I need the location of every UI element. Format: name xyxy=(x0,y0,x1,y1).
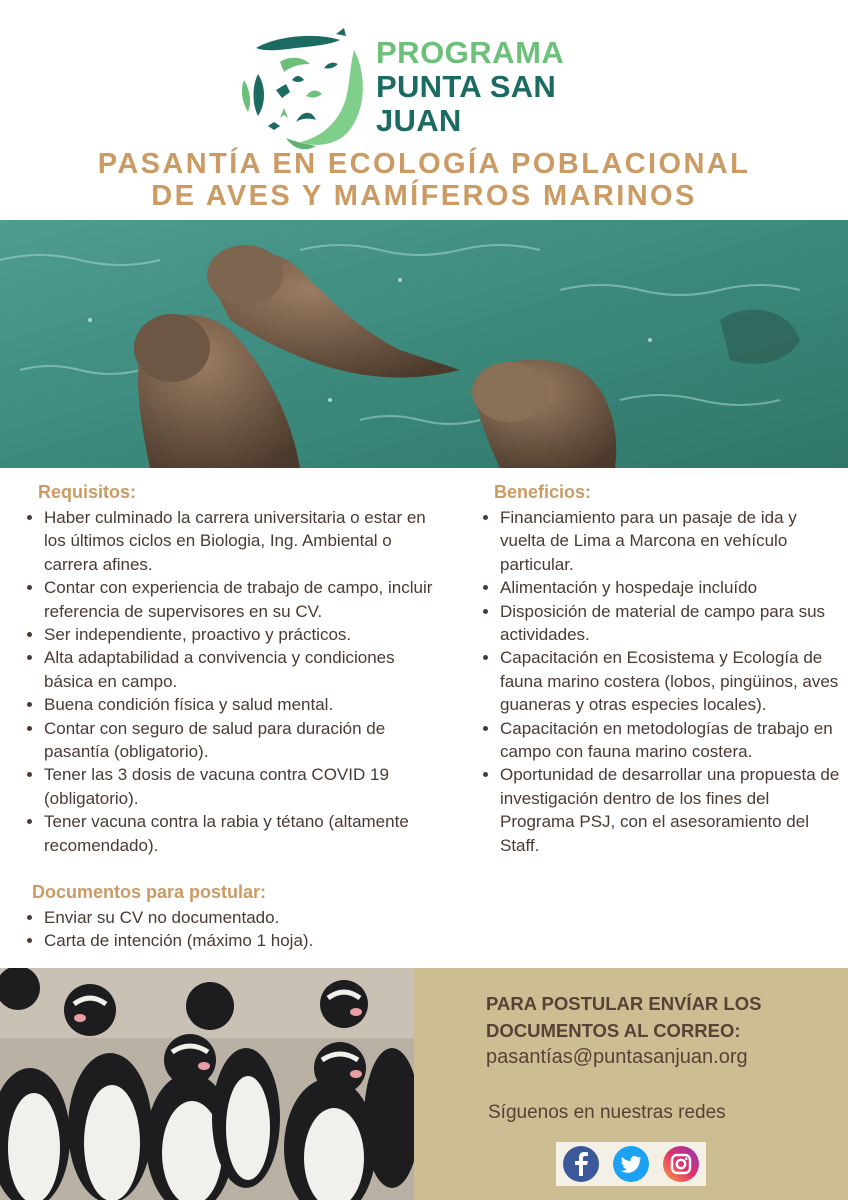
apply-instructions xyxy=(486,990,761,1044)
documents-section xyxy=(24,880,444,953)
requirements-heading: Requisitos: xyxy=(38,482,137,502)
brand-name xyxy=(376,36,636,138)
list-item: • Oportunidad de desarrollar una propuesta de investigación dentro de los fines del Programa PSJ, con el asesoramiento del Staff. xyxy=(500,763,840,857)
list-item: • Financiamiento para un pasaje de ida y vuelta de Lima a Marcona en vehículo particular. xyxy=(500,506,840,576)
cta-line-1: PARA POSTULAR ENVÍAR LOS xyxy=(486,993,762,1014)
twitter-icon[interactable] xyxy=(613,1146,649,1182)
title-line-2: DE AVES Y MAMÍFEROS MARINOS xyxy=(151,180,697,212)
benefits-heading: Beneficios: xyxy=(494,482,592,502)
requirements-list xyxy=(24,506,444,857)
list-item: • Carta de intención (máximo 1 hoja). xyxy=(44,929,444,952)
list-item: • Haber culminado la carrera universitaria o estar en los últimos ciclos en Biologia, Ing. Ambiental o carrera afines. xyxy=(44,506,444,576)
page-title xyxy=(0,148,848,212)
list-item: • Alimentación y hospedaje incluído xyxy=(500,576,840,599)
requirements-section xyxy=(24,480,444,857)
contact-panel xyxy=(414,968,848,1200)
list-item: • Capacitación en Ecosistema y Ecología de fauna marino costera (lobos, pingüinos, aves guaneras y otras especies locales). xyxy=(500,646,840,716)
benefits-section xyxy=(480,480,840,857)
follow-us-text: Síguenos en nuestras redes xyxy=(488,1102,726,1123)
penguins-photo xyxy=(0,968,414,1200)
list-item: • Enviar su CV no documentado. xyxy=(44,906,444,929)
list-item: • Tener vacuna contra la rabia y tétano (altamente recomendado). xyxy=(44,810,444,857)
brand-logo xyxy=(236,26,636,152)
documents-list xyxy=(24,906,444,953)
list-item: • Capacitación en metodologías de trabajo en campo con fauna marino costera. xyxy=(500,717,840,764)
brand-line-2: PUNTA SAN JUAN xyxy=(376,69,557,138)
documents-heading: Documentos para postular: xyxy=(32,882,267,902)
title-line-1: PASANTÍA EN ECOLOGÍA POBLACIONAL xyxy=(97,148,751,180)
list-item: • Tener las 3 dosis de vacuna contra COVID 19 (obligatorio). xyxy=(44,763,444,810)
email-link[interactable]: pasantías@puntasanjuan.org xyxy=(486,1046,748,1068)
instagram-icon[interactable] xyxy=(663,1146,699,1182)
list-item: • Contar con seguro de salud para duración de pasantía (obligatorio). xyxy=(44,717,444,764)
whale-seabirds-logo-icon xyxy=(236,26,370,152)
list-item: • Disposición de material de campo para sus actividades. xyxy=(500,600,840,647)
brand-line-1: PROGRAMA xyxy=(376,35,565,70)
list-item: • Ser independiente, proactivo y prácticos. xyxy=(44,623,444,646)
list-item: • Buena condición física y salud mental. xyxy=(44,693,444,716)
facebook-icon[interactable] xyxy=(563,1146,599,1182)
sea-lions-photo xyxy=(0,220,848,468)
list-item: • Contar con experiencia de trabajo de campo, incluir referencia de supervisores en su CV. xyxy=(44,576,444,623)
list-item: • Alta adaptabilidad a convivencia y condiciones básica en campo. xyxy=(44,646,444,693)
social-icons xyxy=(556,1142,706,1186)
cta-line-2: DOCUMENTOS AL CORREO: xyxy=(486,1020,741,1041)
benefits-list xyxy=(480,506,840,857)
